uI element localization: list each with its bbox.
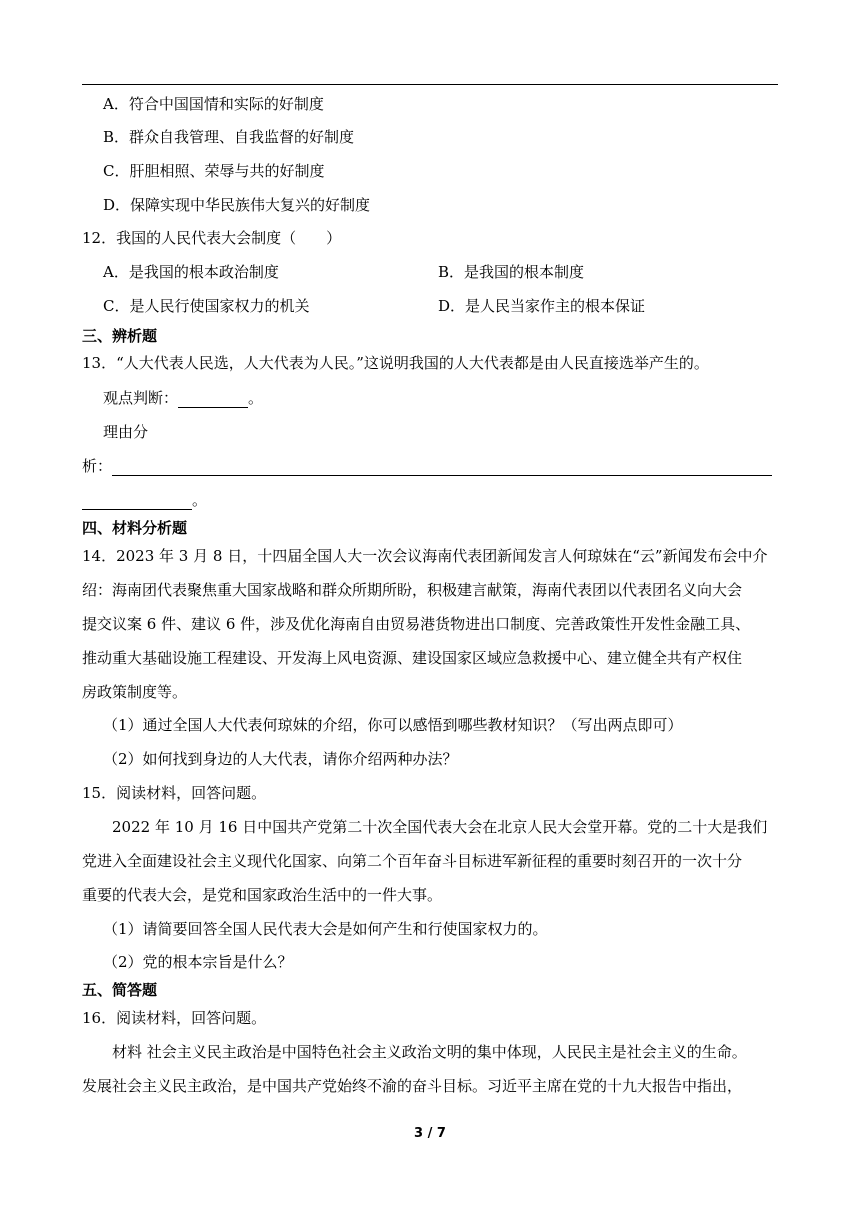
q15-sub-1: （1）请简要回答全国人民代表大会是如何产生和行使国家权力的。	[103, 920, 548, 938]
q16-line-2: 发展社会主义民主政治，是中国共产党始终不渝的奋斗目标。习近平主席在党的十九大报告中指出，	[82, 1077, 743, 1095]
q11-option-b: B．群众自我管理、自我监督的好制度	[103, 128, 355, 146]
q14-sub-1: （1）通过全国人大代表何琼妹的介绍，你可以感悟到哪些教材知识？（写出两点即可）	[103, 716, 683, 734]
q12-option-a: A．是我国的根本政治制度	[103, 263, 279, 281]
q15-line-1: 2022 年 10 月 16 日中国共产党第二十次全国代表大会在北京人民大会堂开幕。党的二十大是我们	[112, 818, 768, 836]
q11-option-d: D．保障实现中华民族伟大复兴的好制度	[103, 196, 371, 214]
q13-reason-label-1: 理由分	[103, 423, 149, 441]
q11-option-c: C．肝胆相照、荣辱与共的好制度	[103, 162, 325, 180]
q13-end: 。	[192, 491, 208, 509]
q13-judge-end: 。	[248, 389, 264, 407]
section-heading-4: 四、材料分析题	[82, 519, 188, 537]
page-number: 3 / 7	[414, 1126, 446, 1141]
q13-reason-label-2: 析：	[82, 457, 113, 475]
q13-stem: 13．“人大代表人民选，人大代表为人民。”这说明我国的人大代表都是由人民直接选举产生的。	[82, 354, 709, 372]
q13-judge-blank[interactable]	[178, 393, 248, 408]
q15-stem: 15．阅读材料，回答问题。	[82, 784, 267, 802]
q16-stem: 16．阅读材料，回答问题。	[82, 1009, 267, 1027]
q14-line-2: 绍：海南团代表聚焦重大国家战略和群众所期所盼，积极建言献策，海南代表团以代表团名义向大会	[82, 581, 743, 599]
q14-line-5: 房政策制度等。	[82, 683, 188, 701]
q13-reason-line	[82, 456, 772, 476]
q12-option-c: C．是人民行使国家权力的机关	[103, 297, 310, 315]
header-rule	[82, 84, 778, 85]
q14-line-3: 提交议案 6 件、建议 6 件，涉及优化海南自由贸易港货物进出口制度、完善政策性开发性金融工具、	[82, 615, 751, 633]
q13-reason-blank-1[interactable]	[112, 461, 772, 476]
q14-line-1: 14．2023 年 3 月 8 日，十四届全国人大一次会议海南代表团新闻发言人何琼妹在“云”新闻发布会中介	[82, 547, 768, 565]
q13-judge-line	[103, 388, 263, 408]
q15-sub-2: （2）党的根本宗旨是什么？	[103, 953, 293, 971]
q14-line-4: 推动重大基础设施工程建设、开发海上风电资源、建设国家区域应急救援中心、建立健全共有产权住	[82, 649, 743, 667]
q15-line-3: 重要的代表大会，是党和国家政治生活中的一件大事。	[82, 886, 443, 904]
q13-judge-label: 观点判断：	[103, 389, 179, 407]
q14-sub-2: （2）如何找到身边的人大代表，请你介绍两种办法？	[103, 750, 458, 768]
q12-option-d: D．是人民当家作主的根本保证	[438, 297, 646, 315]
q15-line-2: 党进入全面建设社会主义现代化国家、向第二个百年奋斗目标进军新征程的重要时刻召开的一次十分	[82, 852, 743, 870]
q12-option-b: B．是我国的根本制度	[438, 263, 585, 281]
q13-reason-blank-2[interactable]	[82, 495, 192, 510]
q16-line-1: 材料 社会主义民主政治是中国特色社会主义政治文明的集中体现，人民民主是社会主义的生命。	[112, 1043, 747, 1061]
section-heading-3: 三、辨析题	[82, 327, 158, 345]
q12-stem: 12．我国的人民代表大会制度（ ）	[82, 229, 342, 247]
q13-reason-line-2	[82, 490, 207, 510]
q11-option-a: A．符合中国国情和实际的好制度	[103, 95, 324, 113]
section-heading-5: 五、简答题	[82, 981, 158, 999]
